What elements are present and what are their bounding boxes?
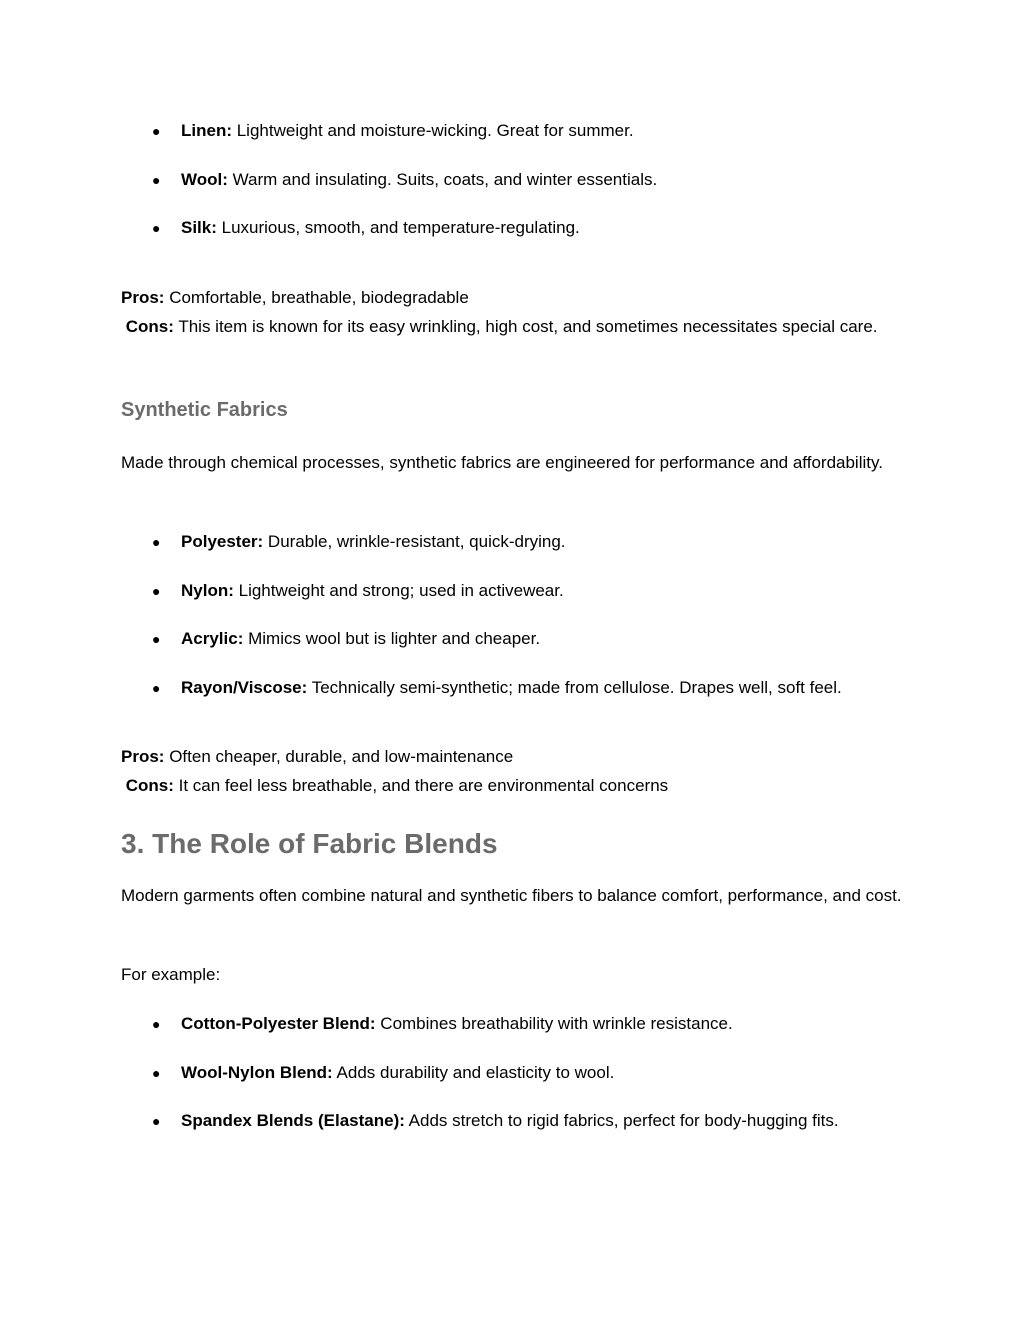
list-item (152, 531, 952, 553)
synthetic-fabrics-list (152, 531, 952, 699)
cons-label: Cons: (125, 317, 174, 336)
item-label: Silk: (181, 218, 217, 237)
item-text: Luxurious, smooth, and temperature-regulating. (216, 218, 580, 237)
bullet-icon: ● (152, 679, 161, 696)
list-item (152, 580, 952, 602)
cons-text: This item is known for its easy wrinkling, high cost, and sometimes necessitates special care. (173, 317, 878, 336)
item-label: Polyester: (181, 532, 264, 551)
bullet-icon: ● (152, 631, 161, 647)
pros-label: Pros: (121, 288, 165, 307)
list-item (152, 120, 952, 142)
synthetic-intro: Made through chemical processes, synthetic fabrics are engineered for performance and affordability. (121, 453, 883, 472)
section-heading-synthetic: Synthetic Fabrics (121, 399, 288, 421)
item-text: Combines breathability with wrinkle resistance. (375, 1014, 733, 1033)
pros-text: Often cheaper, durable, and low-maintenance (164, 747, 514, 766)
example-lead: For example: (121, 965, 221, 984)
item-label: Linen: (181, 121, 232, 140)
list-item (152, 1062, 952, 1084)
item-label: Spandex Blends (Elastane): (181, 1111, 405, 1130)
list-item (152, 1110, 952, 1132)
list-item (152, 628, 952, 650)
item-label: Acrylic: (181, 629, 244, 648)
cons-label: Cons: (125, 776, 174, 795)
list-item (152, 677, 952, 699)
bullet-icon: ● (152, 534, 161, 550)
list-item (152, 1013, 952, 1035)
natural-pros-cons (121, 283, 906, 341)
item-label: Wool-Nylon Blend: (181, 1062, 333, 1082)
item-text: Lightweight and moisture-wicking. Great for summer. (232, 121, 634, 140)
fabric-blends-list (152, 1013, 952, 1132)
blends-intro: Modern garments often combine natural and synthetic fibers to balance comfort, performance, and cost. (121, 886, 902, 905)
bullet-icon: ● (152, 1016, 161, 1032)
bullet-icon: ● (152, 1113, 161, 1129)
item-label: Rayon/Viscose: (181, 677, 308, 697)
synthetic-pros-cons (121, 742, 906, 800)
item-text: Mimics wool but is lighter and cheaper. (243, 629, 541, 648)
bullet-icon: ● (152, 123, 161, 139)
item-text: Lightweight and strong; used in activewear. (233, 580, 564, 600)
bullet-icon: ● (152, 1064, 161, 1081)
bullet-icon: ● (152, 582, 161, 599)
bullet-icon: ● (152, 220, 161, 236)
list-item (152, 217, 952, 239)
item-label: Nylon: (181, 580, 234, 600)
item-text: Adds durability and elasticity to wool. (332, 1062, 615, 1082)
item-label: Wool: (181, 169, 228, 189)
bullet-icon: ● (152, 171, 161, 188)
list-item (152, 169, 952, 191)
item-text: Technically semi-synthetic; made from cellulose. Drapes well, soft feel. (307, 677, 842, 697)
item-text: Adds stretch to rigid fabrics, perfect for body-hugging fits. (404, 1111, 839, 1130)
pros-label: Pros: (121, 747, 165, 766)
cons-text: It can feel less breathable, and there are environmental concerns (173, 776, 669, 795)
item-text: Durable, wrinkle-resistant, quick-drying. (263, 532, 566, 551)
pros-text: Comfortable, breathable, biodegradable (164, 288, 469, 307)
item-label: Cotton-Polyester Blend: (181, 1014, 376, 1033)
item-text: Warm and insulating. Suits, coats, and winter essentials. (227, 169, 658, 189)
section-heading-blends: 3. The Role of Fabric Blends (121, 828, 498, 859)
natural-fabrics-list (152, 120, 952, 239)
